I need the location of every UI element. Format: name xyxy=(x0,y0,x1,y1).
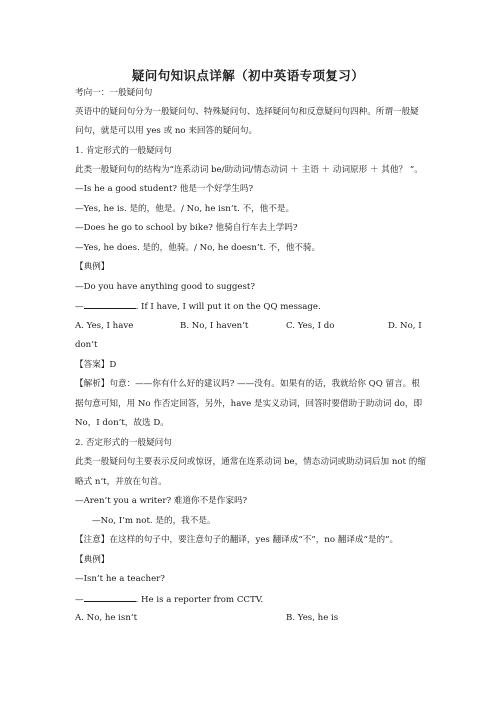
answer-blank xyxy=(84,300,136,309)
intro-text: 英语中的疑问句分为一般疑问句、特殊疑问句、选择疑问句和反意疑问句四种。所谓一般疑 xyxy=(75,107,419,117)
option-d: D. No, I xyxy=(388,321,422,331)
document-title: 疑问句知识点详解（初中英语专项复习） xyxy=(131,68,365,83)
option-c: C. Yes, I do xyxy=(286,321,335,331)
typical-example-label: 【典例】 xyxy=(75,555,110,565)
rule-text: 此类一般疑问句主要表示反问或惊讶，通常在连系动词 be，情态动词或助动词后加 not 的缩 xyxy=(75,457,426,467)
example-question: —Is he a good student? 他是一个好学生吗? xyxy=(75,184,254,194)
exercise-answer-line: — . If I have, I will put it on the QQ message. xyxy=(75,302,321,312)
rule-text: 此类一般疑问句的结构为“连系动词 be/助动词/情态动词 ＋ 主语 ＋ 动词原形 ＋ 其他？ ”。 xyxy=(75,165,423,175)
note-text: 【注意】在这样的句子中，要注意句子的翻译，yes 翻译成“不”，no 翻译成“是的”。 xyxy=(75,535,399,545)
option-b: B. Yes, he is xyxy=(286,613,339,623)
exercise-question: —Isn’t he a teacher? xyxy=(75,574,165,584)
option-d-continued: don’t xyxy=(75,340,98,350)
example-question: —Aren’t you a writer? 难道你不是作家吗? xyxy=(75,496,248,506)
analysis-text: No，I don’t，故选 D。 xyxy=(75,418,169,428)
typical-example-label: 【典例】 xyxy=(75,262,110,272)
example-question: —Does he go to school by bike? 他骑自行车去上学吗? xyxy=(75,223,298,233)
exercise-question: —Do you have anything good to suggest? xyxy=(75,282,255,292)
part2-heading: 2. 否定形式的一般疑问句 xyxy=(75,438,172,448)
rule-text: 略式 n’t，并放在句首。 xyxy=(75,477,167,487)
example-answer: —No, I’m not. 是的，我不是。 xyxy=(92,516,216,526)
analysis-text: 据句意可知，用 No 作否定回答，另外，have 是实义动词，回答时要借助于助动词 do，即 xyxy=(75,399,423,409)
option-a: A. Yes, I have xyxy=(75,321,134,331)
answer-blank xyxy=(84,593,136,602)
exercise-answer-text: . If I have, I will put it on the QQ message. xyxy=(135,302,321,312)
option-b: B. No, I haven’t xyxy=(180,321,249,331)
option-a: A. No, he isn’t xyxy=(75,613,138,623)
example-answer: —Yes, he does. 是的，他骑。/ No, he doesn’t. 不，他不骑。 xyxy=(75,243,321,253)
exercise-answer-line: — . He is a reporter from CCTV. xyxy=(75,595,264,605)
section-heading: 考向一：一般疑问句 xyxy=(75,88,153,98)
analysis-text: 【解析】句意：——你有什么好的建议吗? ——没有。如果有的话，我就给你 QQ 留言。根 xyxy=(75,379,420,389)
exercise-answer-text: . He is a reporter from CCTV. xyxy=(135,595,264,605)
answer-label: 【答案】D xyxy=(75,360,117,370)
intro-text: 问句，就是可以用 yes 或 no 来回答的疑问句。 xyxy=(75,126,258,136)
example-answer: —Yes, he is. 是的，他是。/ No, he isn’t. 不，他不是。 xyxy=(75,204,295,214)
part1-heading: 1. 肯定形式的一般疑问句 xyxy=(75,146,172,156)
